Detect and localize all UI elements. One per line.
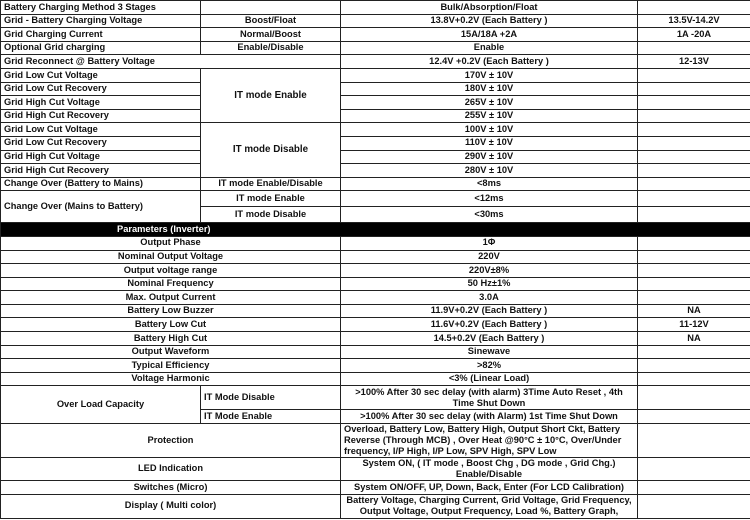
table-row xyxy=(1,109,750,123)
table-row xyxy=(1,264,750,278)
value-cell: >82% xyxy=(341,359,638,373)
value-cell: >100% After 30 sec delay (with alarm) 3Time Auto Reset , 4th Time Shut Down xyxy=(341,386,638,410)
range-cell xyxy=(638,345,750,359)
param-cell: Over Load Capacity xyxy=(1,386,201,424)
value-cell: 1Φ xyxy=(341,236,638,250)
section-header xyxy=(1,223,750,237)
range-cell xyxy=(638,264,750,278)
table-row xyxy=(1,332,750,346)
range-cell xyxy=(638,372,750,386)
range-cell: NA xyxy=(638,304,750,318)
param-cell: Voltage Harmonic xyxy=(1,372,341,386)
table-row xyxy=(1,82,750,96)
value-cell: 12.4V +0.2V (Each Battery ) xyxy=(341,55,638,69)
table-row xyxy=(1,123,750,137)
param-cell: Grid - Battery Charging Voltage xyxy=(1,14,201,28)
value-cell: System ON, ( IT mode , Boost Chg , DG mode , Grid Chg.) Enable/Disable xyxy=(341,458,638,481)
table-row xyxy=(1,1,750,15)
table-row xyxy=(1,164,750,178)
param-cell: Grid Reconnect @ Battery Voltage xyxy=(1,55,341,69)
value-cell: 220V xyxy=(341,250,638,264)
table-row xyxy=(1,304,750,318)
table-row xyxy=(1,136,750,150)
param-cell: Change Over (Battery to Mains) xyxy=(1,177,201,191)
param-cell: Grid Low Cut Voltage xyxy=(1,68,201,82)
range-cell: NA xyxy=(638,332,750,346)
param-cell: Display ( Multi color) xyxy=(1,494,341,518)
section-title: Parameters (Inverter) xyxy=(1,223,750,237)
value-cell: 3.0A xyxy=(341,291,638,305)
table-row xyxy=(1,41,750,55)
param-cell: Grid Low Cut Voltage xyxy=(1,123,201,137)
value-cell: 280V ± 10V xyxy=(341,164,638,178)
param-cell: Grid Low Cut Recovery xyxy=(1,82,201,96)
table-row xyxy=(1,28,750,42)
value-cell: 220V±8% xyxy=(341,264,638,278)
table-row xyxy=(1,55,750,69)
mode-cell: IT mode Enable xyxy=(201,68,341,122)
value-cell: >100% After 30 sec delay (with Alarm) 1st Time Shut Down xyxy=(341,410,638,424)
value-cell: <8ms xyxy=(341,177,638,191)
value-cell: 255V ± 10V xyxy=(341,109,638,123)
table-row xyxy=(1,318,750,332)
mode-cell: Normal/Boost xyxy=(201,28,341,42)
value-cell: 100V ± 10V xyxy=(341,123,638,137)
table-row xyxy=(1,291,750,305)
range-cell: 1A -20A xyxy=(638,28,750,42)
param-cell: Battery Low Buzzer xyxy=(1,304,341,318)
table-row xyxy=(1,14,750,28)
table-row xyxy=(1,386,750,410)
mode-cell: IT mode Enable/Disable xyxy=(201,177,341,191)
value-cell: 15A/18A +2A xyxy=(341,28,638,42)
range-cell xyxy=(638,291,750,305)
value-cell: System ON/OFF, UP, Down, Back, Enter (For LCD Calibration) xyxy=(341,481,638,495)
value-cell: Battery Voltage, Charging Current, Grid Voltage, Grid Frequency, Output Voltage, Output Frequency, Load %, Battery Graph, xyxy=(341,494,638,518)
mode-cell: IT mode Disable xyxy=(201,207,341,223)
value-cell: <12ms xyxy=(341,191,638,207)
range-cell: 12-13V xyxy=(638,55,750,69)
param-cell: Grid High Cut Recovery xyxy=(1,164,201,178)
value-cell: 50 Hz±1% xyxy=(341,277,638,291)
table-row xyxy=(1,236,750,250)
value-cell: 13.8V+0.2V (Each Battery ) xyxy=(341,14,638,28)
value-cell: 11.6V+0.2V (Each Battery ) xyxy=(341,318,638,332)
range-cell xyxy=(638,250,750,264)
table-row xyxy=(1,177,750,191)
table-row xyxy=(1,150,750,164)
value-cell: Sinewave xyxy=(341,345,638,359)
param-cell: Grid High Cut Voltage xyxy=(1,96,201,110)
mode-cell: IT Mode Disable xyxy=(201,386,341,410)
param-cell: Switches (Micro) xyxy=(1,481,341,495)
param-cell: Typical Efficiency xyxy=(1,359,341,373)
value-cell: 14.5+0.2V (Each Battery ) xyxy=(341,332,638,346)
value-cell: Enable xyxy=(341,41,638,55)
value-cell: 11.9V+0.2V (Each Battery ) xyxy=(341,304,638,318)
table-row xyxy=(1,250,750,264)
range-cell xyxy=(638,236,750,250)
value-cell: 110V ± 10V xyxy=(341,136,638,150)
mode-cell: Boost/Float xyxy=(201,14,341,28)
table-row xyxy=(1,191,750,207)
mode-cell: IT Mode Enable xyxy=(201,410,341,424)
table-row xyxy=(1,68,750,82)
table-row xyxy=(1,372,750,386)
param-cell: Change Over (Mains to Battery) xyxy=(1,191,201,223)
range-cell: 13.5V-14.2V xyxy=(638,14,750,28)
mode-cell: Enable/Disable xyxy=(201,41,341,55)
param-cell: Protection xyxy=(1,424,341,458)
range-cell xyxy=(638,277,750,291)
value-cell: Overload, Battery Low, Battery High, Output Short Ckt, Battery Reverse (Through MCB) , Over Heat @90°C ± 10°C, Over/Under frequency, I/P High, I/P Low, SPV High, SPV Low xyxy=(341,424,638,458)
param-cell: Grid High Cut Voltage xyxy=(1,150,201,164)
table-row xyxy=(1,359,750,373)
param-cell: Nominal Output Voltage xyxy=(1,250,341,264)
table-row xyxy=(1,424,750,458)
table-row xyxy=(1,458,750,481)
range-cell: 11-12V xyxy=(638,318,750,332)
range-cell xyxy=(638,359,750,373)
param-cell: Optional Grid charging xyxy=(1,41,201,55)
table-row xyxy=(1,494,750,518)
param-cell: Output voltage range xyxy=(1,264,341,278)
value-cell: 170V ± 10V xyxy=(341,68,638,82)
value-cell: 290V ± 10V xyxy=(341,150,638,164)
table-row xyxy=(1,96,750,110)
table-row xyxy=(1,345,750,359)
param-cell: Grid Low Cut Recovery xyxy=(1,136,201,150)
table-row xyxy=(1,481,750,495)
param-cell: Max. Output Current xyxy=(1,291,341,305)
param-cell: Grid Charging Current xyxy=(1,28,201,42)
param-cell: Output Phase xyxy=(1,236,341,250)
param-cell: LED Indication xyxy=(1,458,341,481)
param-cell: Battery Low Cut xyxy=(1,318,341,332)
param-cell: Battery High Cut xyxy=(1,332,341,346)
param-cell: Battery Charging Method 3 Stages xyxy=(1,1,201,15)
value-cell: <30ms xyxy=(341,207,638,223)
mode-cell: IT mode Enable xyxy=(201,191,341,207)
value-cell: Bulk/Absorption/Float xyxy=(341,1,638,15)
value-cell: <3% (Linear Load) xyxy=(341,372,638,386)
table-row xyxy=(1,277,750,291)
value-cell: 265V ± 10V xyxy=(341,96,638,110)
param-cell: Nominal Frequency xyxy=(1,277,341,291)
param-cell: Grid High Cut Recovery xyxy=(1,109,201,123)
value-cell: 180V ± 10V xyxy=(341,82,638,96)
param-cell: Output Waveform xyxy=(1,345,341,359)
mode-cell: IT mode Disable xyxy=(201,123,341,177)
